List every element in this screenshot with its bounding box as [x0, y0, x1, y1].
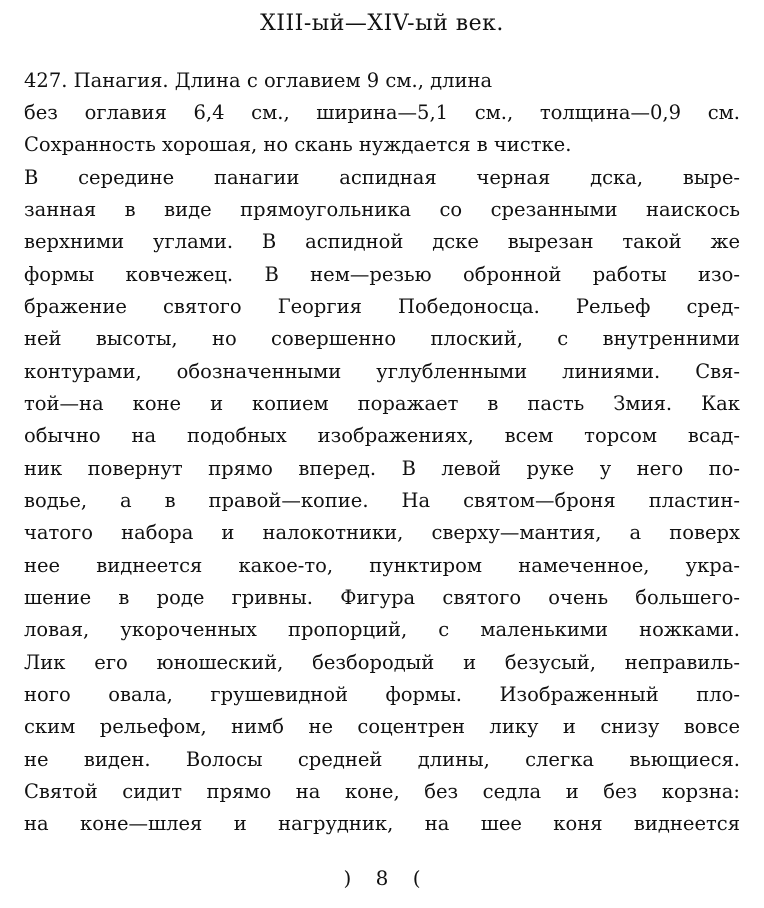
text-line: ней высоты, но совершенно плоский, с внутренними [24, 327, 740, 350]
text-line: бражение святого Георгия Победоносца. Рельеф сред- [24, 295, 740, 318]
text-line: не виден. Волосы средней длины, слегка вьющиеся. [24, 748, 740, 771]
text-line: обычно на подобных изображениях, всем торсом всад- [24, 424, 740, 447]
page-number: ) 8 ( [343, 866, 421, 890]
text-line: ник повернут прямо вперед. В левой руке у него по- [24, 457, 740, 480]
text-line: без оглавия 6,4 см., ширина—5,1 см., толщина—0,9 см. [24, 101, 740, 124]
text-line: шение в роде гривны. Фигура святого очень большего- [24, 586, 740, 609]
text-line: ским рельефом, нимб не соцентрен лику и снизу вовсе [24, 715, 740, 738]
text-line: Лик его юношеский, безбородый и безусый, неправиль- [24, 651, 740, 674]
text-line: ловая, укороченных пропорций, с маленькими ножками. [24, 618, 740, 641]
text-line: формы ковчежец. В нем—резью обронной работы изо- [24, 263, 740, 286]
text-line: В середине панагии аспидная черная дска, выре- [24, 166, 740, 189]
text-line: ного овала, грушевидной формы. Изображенный пло- [24, 683, 740, 706]
text-line: той—на коне и копием поражает в пасть Змия. Как [24, 392, 740, 415]
text-line: Святой сидит прямо на коне, без седла и без корзна: [24, 780, 740, 803]
text-line: на коне—шлея и нагрудник, на шее коня виднеется [24, 812, 740, 835]
section-heading: XIII-ый—XIV-ый век. [260, 11, 504, 36]
text-line: 427. Панагия. Длина с оглавием 9 см., длина [24, 69, 493, 92]
text-line: водье, а в правой—копие. На святом—броня пластин- [24, 489, 740, 512]
text-line: верхними углами. В аспидной дске вырезан такой же [24, 230, 740, 253]
text-line: нее виднеется какое-то, пунктиром намеченное, укра- [24, 554, 740, 577]
text-line: занная в виде прямоугольника со срезанными наискось [24, 198, 740, 221]
text-line: контурами, обозначенными углубленными линиями. Свя- [24, 360, 740, 383]
text-line: Сохранность хорошая, но скань нуждается в чистке. [24, 133, 572, 156]
text-line: чатого набора и налокотники, сверху—мантия, а поверх [24, 521, 740, 544]
